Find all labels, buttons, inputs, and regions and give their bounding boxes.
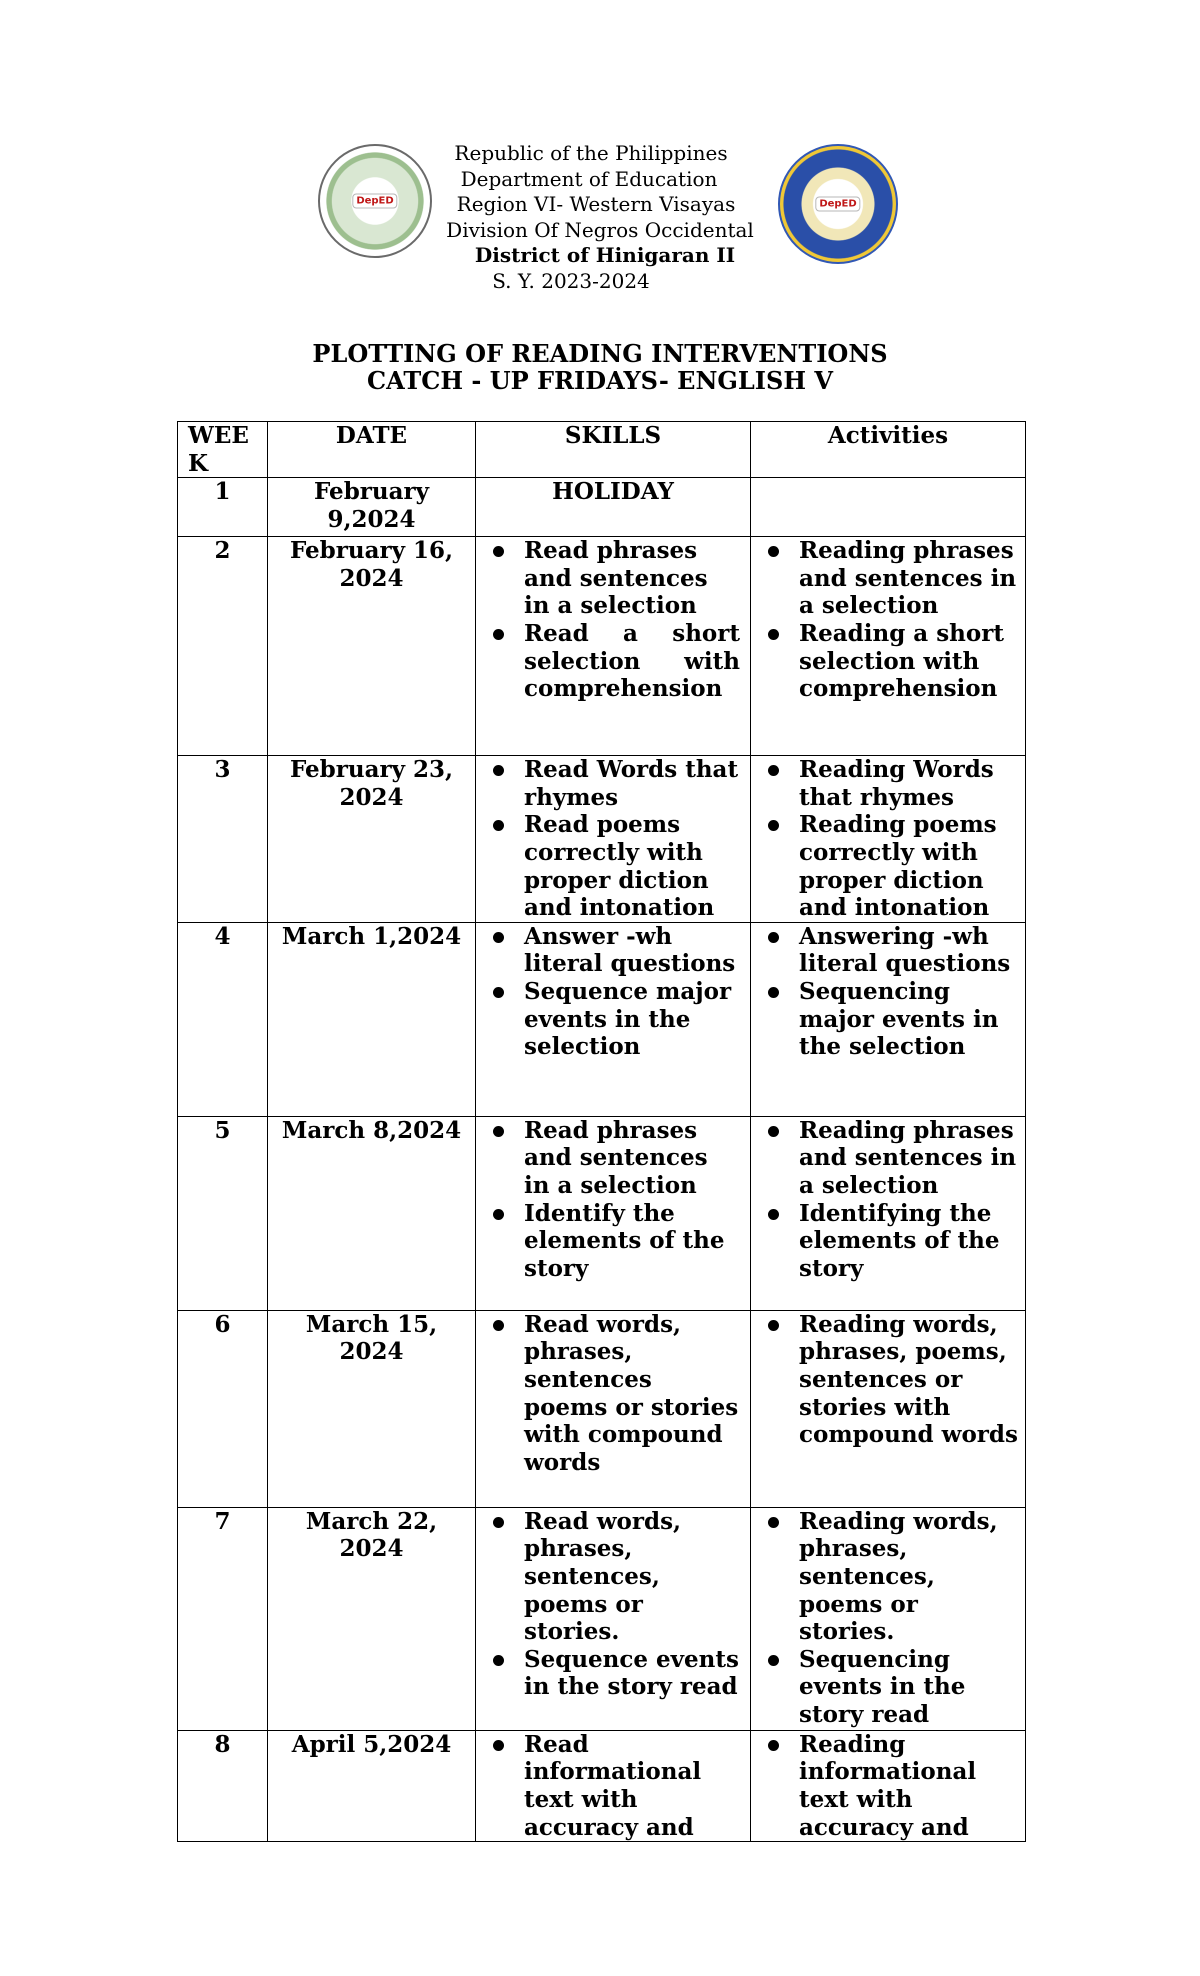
date-cell: March 1,2024 (268, 922, 476, 1116)
week-cell: 6 (178, 1310, 268, 1507)
activity-item: Reading phrases and sentences in a selection (757, 537, 1019, 620)
week-cell: 3 (178, 756, 268, 923)
table-row (178, 478, 1026, 537)
skills-cell (476, 756, 751, 923)
activities-cell (751, 756, 1026, 923)
activities-cell (751, 537, 1026, 756)
week-cell: 1 (178, 478, 268, 537)
letterhead (0, 141, 1200, 294)
skill-item: Sequence events in the story read (482, 1646, 744, 1701)
activities-cell (751, 1310, 1026, 1507)
date-cell: February 23, 2024 (268, 756, 476, 923)
activities-cell (751, 922, 1026, 1116)
date-cell: February 9,2024 (268, 478, 476, 537)
activity-item: Reading Words that rhymes (757, 756, 1019, 811)
date-cell: March 8,2024 (268, 1116, 476, 1310)
activities-cell (751, 1507, 1026, 1730)
document-title (0, 340, 1200, 394)
letterhead-line: Republic of the Philippines (454, 141, 728, 165)
table-row (178, 1507, 1026, 1730)
header-date: DATE (268, 422, 476, 478)
activity-item: Reading poems correctly with proper diction and intonation (757, 811, 1019, 921)
table-row (178, 922, 1026, 1116)
activity-item: Reading a short selection with comprehension (757, 620, 1019, 703)
header-week: WEE K (178, 422, 268, 478)
skill-item: Read poems correctly with proper diction and intonation (482, 811, 744, 921)
activity-item: Sequencing events in the story read (757, 1646, 1019, 1729)
date-cell: March 22, 2024 (268, 1507, 476, 1730)
skill-item: Read phrases and sentences in a selection (482, 1117, 744, 1200)
week-cell: 8 (178, 1730, 268, 1841)
activity-item: Answering -wh literal questions (757, 923, 1019, 978)
week-cell: 7 (178, 1507, 268, 1730)
skill-item: Read Words that rhymes (482, 756, 744, 811)
table-row (178, 537, 1026, 756)
activity-item: Reading informational text with accuracy and (757, 1731, 1019, 1841)
table-header-row (178, 422, 1026, 478)
table-row (178, 756, 1026, 923)
skills-cell (476, 1116, 751, 1310)
skills-cell (476, 1507, 751, 1730)
letterhead-line: Division Of Negros Occidental (446, 217, 754, 242)
table-row (178, 1730, 1026, 1841)
activity-item: Reading words, phrases, sentences, poems or stories. (757, 1508, 1019, 1646)
week-cell: 5 (178, 1116, 268, 1310)
title-line-2: CATCH - UP FRIDAYS- ENGLISH V (367, 366, 833, 395)
letterhead-district: District of Hinigaran II (474, 243, 736, 267)
letterhead-school-year: S. Y. 2023-2024 (492, 268, 650, 293)
table-row (178, 1116, 1026, 1310)
header-activities: Activities (751, 422, 1026, 478)
skill-item: Identify the elements of the story (482, 1200, 744, 1283)
activity-item: Reading phrases and sentences in a selection (757, 1117, 1019, 1200)
table-row (178, 1310, 1026, 1507)
title-line-1: PLOTTING OF READING INTERVENTIONS (312, 339, 888, 368)
date-cell: February 16, 2024 (268, 537, 476, 756)
activity-item: Sequencing major events in the selection (757, 978, 1019, 1061)
skills-cell (476, 537, 751, 756)
activities-cell (751, 478, 1026, 537)
skill-item: Answer -wh literal questions (482, 923, 744, 978)
week-cell: 4 (178, 922, 268, 1116)
deped-logo-icon: DepED (352, 194, 397, 209)
skill-item: Sequence major events in the selection (482, 978, 744, 1061)
date-cell: April 5,2024 (268, 1730, 476, 1841)
activities-cell (751, 1116, 1026, 1310)
week-cell: 2 (178, 537, 268, 756)
skills-cell (476, 922, 751, 1116)
letterhead-line: Region VI- Western Visayas (456, 192, 736, 216)
activities-cell (751, 1730, 1026, 1841)
activity-item: Identifying the elements of the story (757, 1200, 1019, 1283)
skill-item: Read informational text with accuracy and (482, 1731, 744, 1841)
skill-item: Read words, phrases, sentences, poems or stories. (482, 1508, 744, 1646)
header-skills: SKILLS (476, 422, 751, 478)
letterhead-line: Department of Education (460, 166, 718, 191)
skill-item: Read phrases and sentences in a selection (482, 537, 744, 620)
deped-logo-icon: DepED (815, 197, 860, 212)
holiday-note: HOLIDAY (476, 478, 751, 537)
skills-cell (476, 1730, 751, 1841)
activity-item: Reading words, phrases, poems, sentences or stories with compound words (757, 1311, 1019, 1449)
date-cell: March 15, 2024 (268, 1310, 476, 1507)
interventions-table (177, 421, 1026, 1842)
skill-item: Read words, phrases, sentences poems or stories with compound words (482, 1311, 744, 1477)
skill-item: Read a short selection with comprehension (482, 620, 744, 703)
skills-cell (476, 1310, 751, 1507)
